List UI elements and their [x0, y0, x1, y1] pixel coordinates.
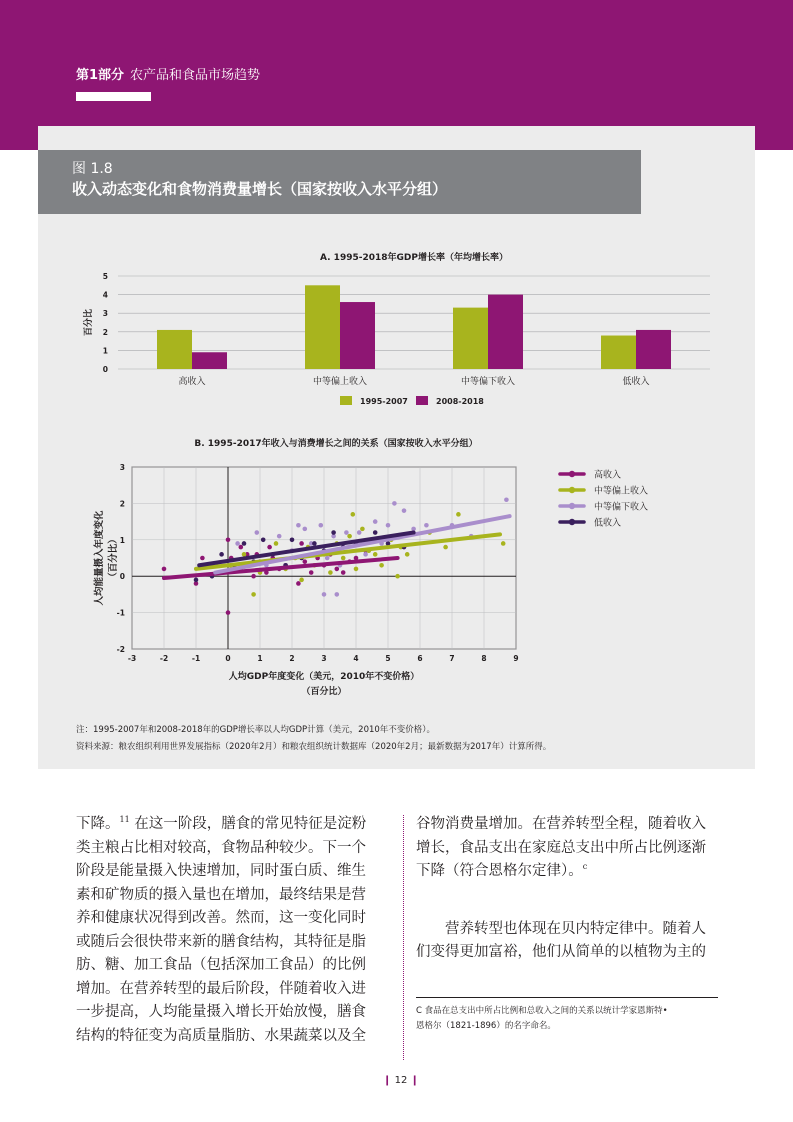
scatter-x-tick-label: -3 — [127, 654, 137, 663]
scatter-point — [405, 552, 410, 557]
scatter-point — [251, 592, 256, 597]
body-column-right — [416, 813, 718, 965]
scatter-point — [194, 578, 199, 583]
scatter-x-tick-label: 8 — [481, 654, 487, 663]
bar-legend-label: 2008-2018 — [436, 397, 484, 406]
bar-category-label: 中等偏上收入 — [312, 377, 368, 387]
scatter-point — [341, 556, 346, 561]
scatter-point — [373, 519, 378, 524]
bar-chart-gdp-growth — [78, 246, 718, 418]
scatter-x-tick-label: 6 — [417, 654, 423, 663]
scatter-point — [303, 527, 308, 532]
scatter-point — [328, 570, 333, 575]
scatter-point — [303, 559, 308, 564]
scatter-point — [299, 541, 304, 546]
scatter-x-tick-label: -2 — [159, 654, 169, 663]
scatter-x-axis-unit: （百分比） — [301, 687, 347, 697]
body-line: 们变得更加富裕，他们从简单的以植物为主的 — [416, 944, 706, 960]
scatter-point — [296, 523, 301, 528]
scatter-x-tick-label: 1 — [257, 654, 263, 663]
scatter-point — [392, 501, 397, 506]
scatter-point — [379, 563, 384, 568]
part-title — [76, 64, 260, 83]
scatter-point — [261, 538, 266, 543]
page-number: ❙ 12 ❙ — [383, 1075, 419, 1086]
bar-y-tick-label: 3 — [102, 309, 108, 319]
bar-chart-title: A. 1995-2018年GDP增长率（年均增长率） — [320, 253, 508, 263]
footnote — [416, 1004, 668, 1034]
scatter-x-axis-label: 人均GDP年度变化（美元，2010年不变价格） — [228, 672, 420, 682]
footnote-line: C 食品在总支出中所占比例和总收入之间的关系以统计学家恩斯特• — [416, 1006, 668, 1016]
scatter-point — [312, 541, 317, 546]
scatter-point — [395, 574, 400, 579]
scatter-point — [226, 538, 231, 543]
scatter-point — [341, 570, 346, 575]
scatter-point — [347, 534, 352, 539]
footnote-line: 恩格尔（1821-1896）的名字命名。 — [416, 1021, 556, 1031]
scatter-x-tick-label: 2 — [289, 654, 295, 663]
scatter-legend-label: 高收入 — [594, 470, 622, 481]
figure-title: 收入动态变化和食物消费量增长（国家按收入水平分组） — [72, 180, 448, 198]
figure-number: 图 1.8 — [72, 161, 113, 177]
scatter-x-tick-label: 3 — [321, 654, 327, 663]
scatter-point — [200, 556, 205, 561]
scatter-point — [335, 567, 340, 572]
scatter-point — [242, 541, 247, 546]
scatter-legend-label: 低收入 — [594, 518, 622, 529]
scatter-y-tick-label: 0 — [119, 572, 125, 582]
scatter-point — [443, 545, 448, 550]
scatter-point — [235, 541, 240, 546]
body-line: 养和健康状况得到改善。然而，这一变化同时 — [76, 910, 366, 926]
scatter-x-tick-label: 4 — [353, 654, 359, 663]
bar-y-tick-label: 4 — [102, 290, 108, 300]
scatter-y-tick-label: -2 — [116, 645, 125, 654]
scatter-point — [219, 552, 224, 557]
scatter-point — [226, 610, 231, 615]
scatter-point — [354, 567, 359, 572]
bar-legend-label: 1995-2007 — [360, 397, 408, 406]
body-line: 素和矿物质的摄入量也在增加，最终结果是营 — [76, 886, 366, 903]
body-line: 或随后会很快带来新的膳食结构，其特征是脂 — [76, 933, 366, 950]
bar-legend-swatch — [340, 396, 352, 405]
scatter-point — [411, 527, 416, 532]
body-line: 营养转型也体现在贝内特定律中。随着人 — [445, 920, 706, 937]
bar-series-2 — [488, 295, 523, 369]
scatter-x-tick-label: -1 — [191, 654, 201, 663]
bar-y-axis-label: 百分比 — [84, 308, 94, 337]
scatter-point — [251, 574, 256, 579]
scatter-y-axis-unit: （百分比） — [108, 534, 119, 582]
scatter-y-tick-label: 2 — [119, 499, 125, 509]
body-column-left — [76, 813, 389, 1048]
scatter-point — [504, 497, 509, 502]
scatter-point — [296, 581, 301, 586]
bar-category-label: 中等偏下收入 — [460, 377, 516, 387]
body-line: 下降。$^{11}$ 在这一阶段，膳食的常见特征是淀粉 — [76, 815, 367, 832]
scatter-point — [299, 578, 304, 583]
scatter-point — [456, 512, 461, 517]
body-line: 谷物消费量增加。在营养转型全程，随着收入 — [416, 816, 706, 832]
scatter-point — [267, 545, 272, 550]
scatter-point — [373, 552, 378, 557]
scatter-legend-label: 中等偏下收入 — [594, 502, 649, 513]
bar-series-1 — [305, 285, 340, 369]
figure-header — [38, 150, 641, 214]
part-title-text: 农产品和食品市场趋势 — [130, 68, 261, 83]
scatter-y-tick-label: 3 — [119, 463, 125, 472]
scatter-legend-marker — [569, 519, 575, 525]
scatter-x-tick-label: 9 — [513, 654, 519, 663]
scatter-legend-marker — [569, 487, 575, 493]
body-line: 增加。在营养转型的最后阶段，伴随着收入进 — [76, 980, 366, 997]
scatter-point — [242, 552, 247, 557]
scatter-x-tick-label: 5 — [385, 654, 391, 663]
footnote-ref: c — [582, 862, 588, 872]
scatter-point — [386, 523, 391, 528]
scatter-point — [255, 530, 260, 535]
scatter-point — [335, 592, 340, 597]
scatter-point — [402, 508, 407, 513]
bar-y-tick-label: 1 — [102, 346, 108, 356]
figure-source: 资料来源：粮农组织利用世界发展指标（2020年2月）和粮农组织统计数据库（2020年2月；最新数据为2017年）计算所得。 — [76, 742, 552, 752]
body-line: 增长，食品支出在家庭总支出中所占比例逐渐 — [416, 839, 706, 856]
figure-note: 注：1995-2007年和2008-2018年的GDP增长率以人均GDP计算（美元，2010年不变价格）。 — [76, 725, 436, 735]
bar-y-tick-label: 2 — [102, 327, 108, 337]
bar-series-1 — [157, 330, 192, 369]
scatter-point — [274, 541, 279, 546]
scatter-point — [363, 552, 368, 557]
bar-category-label: 高收入 — [178, 377, 206, 387]
scatter-legend-marker — [569, 503, 575, 509]
body-line: 阶段是能量摄入快速增加，同时蛋白质、维生 — [76, 863, 366, 879]
part-accent-bar — [76, 92, 151, 101]
scatter-point — [351, 512, 356, 517]
scatter-point — [322, 592, 327, 597]
scatter-point — [360, 527, 365, 532]
scatter-point — [373, 530, 378, 535]
body-line: 下降（符合恩格尔定律）。$^c$ — [416, 862, 588, 879]
part-label: 第1部分 — [76, 68, 125, 83]
scatter-chart-title: B. 1995-2017年收入与消费增长之间的关系（国家按收入水平分组） — [194, 439, 478, 449]
bar-series-2 — [340, 302, 375, 369]
scatter-point — [501, 541, 506, 546]
bar-y-tick-label: 5 — [102, 272, 108, 281]
scatter-x-tick-label: 7 — [449, 654, 455, 663]
scatter-y-tick-label: 1 — [119, 535, 125, 545]
scatter-legend-marker — [569, 471, 575, 477]
bar-category-label: 低收入 — [622, 377, 650, 387]
scatter-point — [319, 523, 324, 528]
scatter-point — [344, 530, 349, 535]
body-line: 肪、糖、加工食品（包括深加工食品）的比例 — [76, 957, 366, 973]
scatter-point — [325, 556, 330, 561]
scatter-y-tick-label: -1 — [116, 608, 125, 618]
scatter-legend-label: 中等偏上收入 — [594, 486, 649, 497]
body-line: 结构的特征变为高质量脂肪、水果蔬菜以及全 — [76, 1027, 366, 1044]
footnote-rule — [416, 997, 718, 998]
scatter-point — [162, 567, 167, 572]
footnote-ref: 11 — [119, 815, 130, 825]
scatter-point — [309, 570, 314, 575]
column-divider — [403, 815, 404, 1060]
scatter-chart-income-consumption — [80, 432, 720, 707]
scatter-y-axis-label: 人均能量摄入年度变化 — [94, 510, 105, 606]
scatter-point — [239, 545, 244, 550]
scatter-point — [331, 530, 336, 535]
bar-series-1 — [601, 336, 636, 369]
scatter-point — [357, 530, 362, 535]
bar-legend-swatch — [416, 396, 428, 405]
bar-series-2 — [192, 352, 227, 369]
scatter-x-tick-label: 0 — [225, 654, 231, 663]
bar-series-1 — [453, 308, 488, 369]
scatter-point — [277, 534, 282, 539]
bar-series-2 — [636, 330, 671, 369]
figure-notes — [76, 722, 551, 756]
scatter-point — [424, 523, 429, 528]
scatter-point — [290, 538, 295, 543]
body-line: 类主粮占比相对较高，食物品种较少。下一个 — [76, 839, 366, 856]
bar-y-tick-label: 0 — [102, 365, 108, 374]
body-line: 一步提高，人均能量摄入增长开始放慢，膳食 — [76, 1004, 366, 1020]
